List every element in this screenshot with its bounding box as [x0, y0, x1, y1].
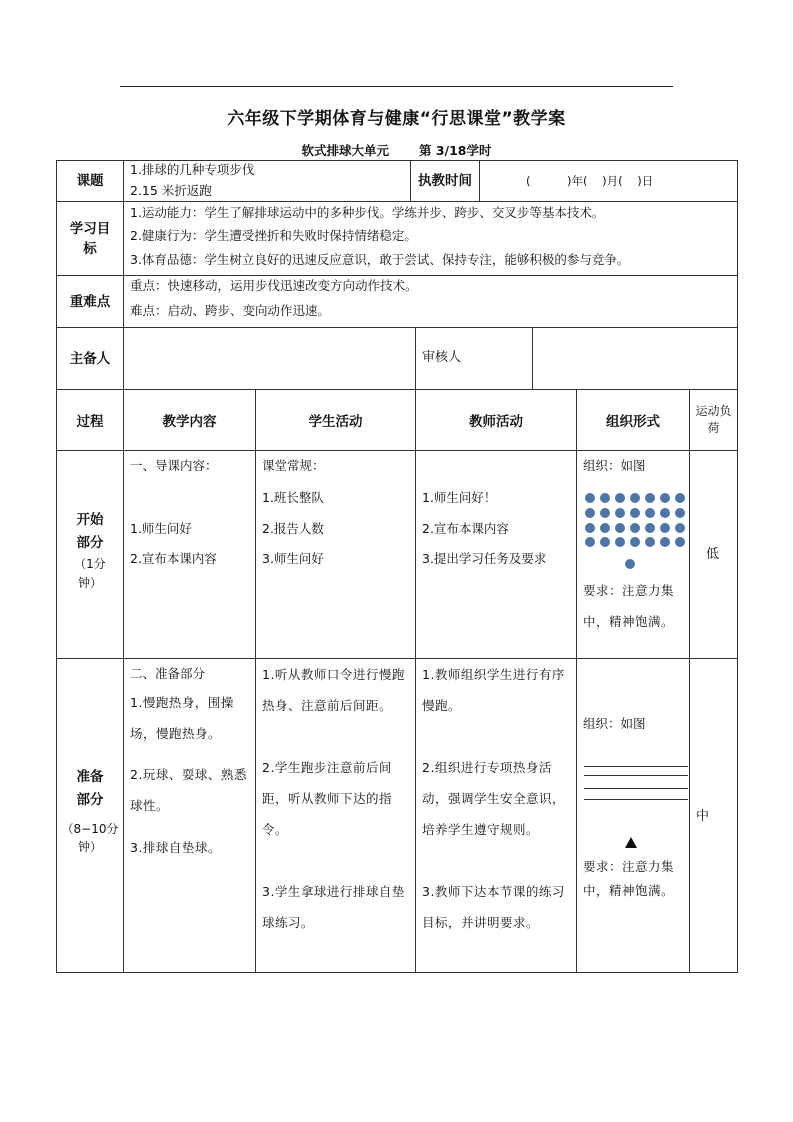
row2-duration: （8−10分钟）: [61, 822, 119, 854]
key-point-1: 重点：快速移动，运用步伐迅速改变方向动作技术。: [130, 278, 418, 293]
student-dot: [660, 508, 670, 518]
row2-content-3: 2.玩球、耍球、熟悉球性。: [130, 767, 247, 813]
line-row: [584, 775, 688, 776]
student-dot: [585, 508, 595, 518]
goals-label: 学习目标: [69, 220, 111, 257]
student-dot: [615, 493, 625, 503]
student-dot: [615, 537, 625, 547]
row2-teacher-1: 1.教师组织学生进行有序慢跑。: [422, 667, 565, 713]
student-dot: [585, 523, 595, 533]
row1-student-4: 3.师生问好: [262, 551, 324, 566]
unit-name: 软式排球大单元: [301, 143, 389, 158]
row2-teacher-2: 2.组织进行专项热身活动，强调学生安全意识，培养学生遵守规则。: [422, 760, 566, 837]
student-dot: [615, 523, 625, 533]
student-dot: [585, 493, 595, 503]
student-dot: [630, 523, 640, 533]
line-row: [584, 766, 688, 767]
student-dot: [660, 523, 670, 533]
student-dot: [645, 508, 655, 518]
row2-org-cell: [576, 658, 690, 973]
student-dot: [660, 537, 670, 547]
student-dot: [645, 523, 655, 533]
reviewer-label: 审核人: [422, 350, 462, 365]
student-dot: [630, 493, 640, 503]
row1-phase: 开始部分: [76, 512, 104, 551]
key-label: 重难点: [69, 293, 111, 310]
row2-student-3: 3.学生拿球进行排球自垫球练习。: [262, 884, 405, 930]
document-subtitle: [0, 141, 793, 159]
topic-line-2: 2.15 米折返跑: [130, 183, 212, 198]
student-dot: [675, 523, 685, 533]
document-title: 六年级下学期体育与健康“行思课堂”教学案: [227, 109, 566, 129]
topic-line-1: 1.排球的几种专项步伐: [130, 162, 255, 177]
row1-duration: （1分钟）: [74, 557, 106, 590]
student-dot: [645, 537, 655, 547]
row1-org-label: 组织：如图: [583, 458, 646, 473]
student-dot: [675, 508, 685, 518]
row2-teacher-3: 3.教师下达本节课的练习目标，并讲明要求。: [422, 884, 565, 930]
line-row: [584, 799, 688, 800]
line-row: [584, 788, 688, 789]
goal-2: 2.健康行为：学生遭受挫折和失败时保持情绪稳定。: [130, 228, 417, 243]
row1-student-2: 1.班长整队: [262, 490, 324, 505]
row2-content-1: 二、准备部分: [130, 666, 206, 681]
key-point-2: 难点：启动、跨步、变向动作迅速。: [130, 303, 331, 318]
row1-content-1: 一、导课内容：: [130, 458, 218, 473]
student-dot: [600, 523, 610, 533]
row1-student-1: 课堂常规：: [262, 458, 325, 473]
topic-label: 课题: [76, 173, 104, 189]
reviewer-value-cell: [532, 327, 738, 390]
row1-org-requirement: 要求：注意力集中，精神饱满。: [583, 583, 675, 629]
exec-time-label: 执教时间: [418, 173, 472, 189]
lesson-number: 第 3/18学时: [419, 143, 492, 158]
row1-load: 低: [706, 547, 720, 562]
row2-content-2: 1.慢跑热身，围操场，慢跑热身。: [130, 695, 234, 741]
goal-1: 1.运动能力：学生了解排球运动中的多种步伐。学练并步、跨步、交叉步等基本技术。: [130, 205, 605, 220]
row2-student-2: 2.学生跑步注意前后间距，听从教师下达的指令。: [262, 760, 393, 837]
row1-content-3: 1.师生问好: [130, 521, 192, 536]
teacher-triangle-icon: [625, 837, 637, 848]
col-organization: 组织形式: [606, 414, 660, 430]
student-dot: [660, 493, 670, 503]
col-teacher: 教师活动: [469, 414, 523, 430]
goal-3: 3.体育品德：学生树立良好的迅速反应意识，敢于尝试、保持专注，能够积极的参与竞争。: [130, 252, 630, 267]
row1-teacher-1: 1.师生问好！: [422, 490, 497, 505]
student-dot: [585, 537, 595, 547]
teacher-dot: [625, 559, 635, 569]
student-dot: [600, 508, 610, 518]
row2-content-4: 3.排球自垫球。: [130, 840, 221, 855]
row2-load: 中: [696, 809, 710, 824]
row2-phase: 准备部分: [76, 769, 104, 808]
student-dot: [675, 537, 685, 547]
student-dot: [615, 508, 625, 518]
student-dot: [675, 493, 685, 503]
student-dot: [645, 493, 655, 503]
row1-teacher-3: 3.提出学习任务及要求: [422, 551, 547, 566]
col-student: 学生活动: [308, 414, 363, 430]
student-dot: [630, 508, 640, 518]
student-dot: [600, 537, 610, 547]
col-process: 过程: [76, 414, 104, 430]
row1-teacher-2: 2.宣布本课内容: [422, 521, 509, 536]
row2-student-1: 1.听从教师口令进行慢跑热身、注意前后间距。: [262, 667, 405, 713]
row2-org-label: 组织：如图: [583, 716, 646, 731]
row1-content-4: 2.宣布本课内容: [130, 551, 217, 566]
exec-date: ( )年( )月( )日: [526, 174, 654, 188]
preparer-value-cell: [123, 327, 416, 390]
row2-org-requirement: 要求：注意力集中，精神饱满。: [583, 859, 675, 898]
student-dot: [630, 537, 640, 547]
student-dot: [600, 493, 610, 503]
col-load: 运动负荷: [695, 404, 732, 435]
row1-student-3: 2.报告人数: [262, 521, 324, 536]
preparer-label: 主备人: [69, 350, 111, 367]
header-rule: [120, 86, 673, 87]
col-content: 教学内容: [162, 414, 217, 430]
